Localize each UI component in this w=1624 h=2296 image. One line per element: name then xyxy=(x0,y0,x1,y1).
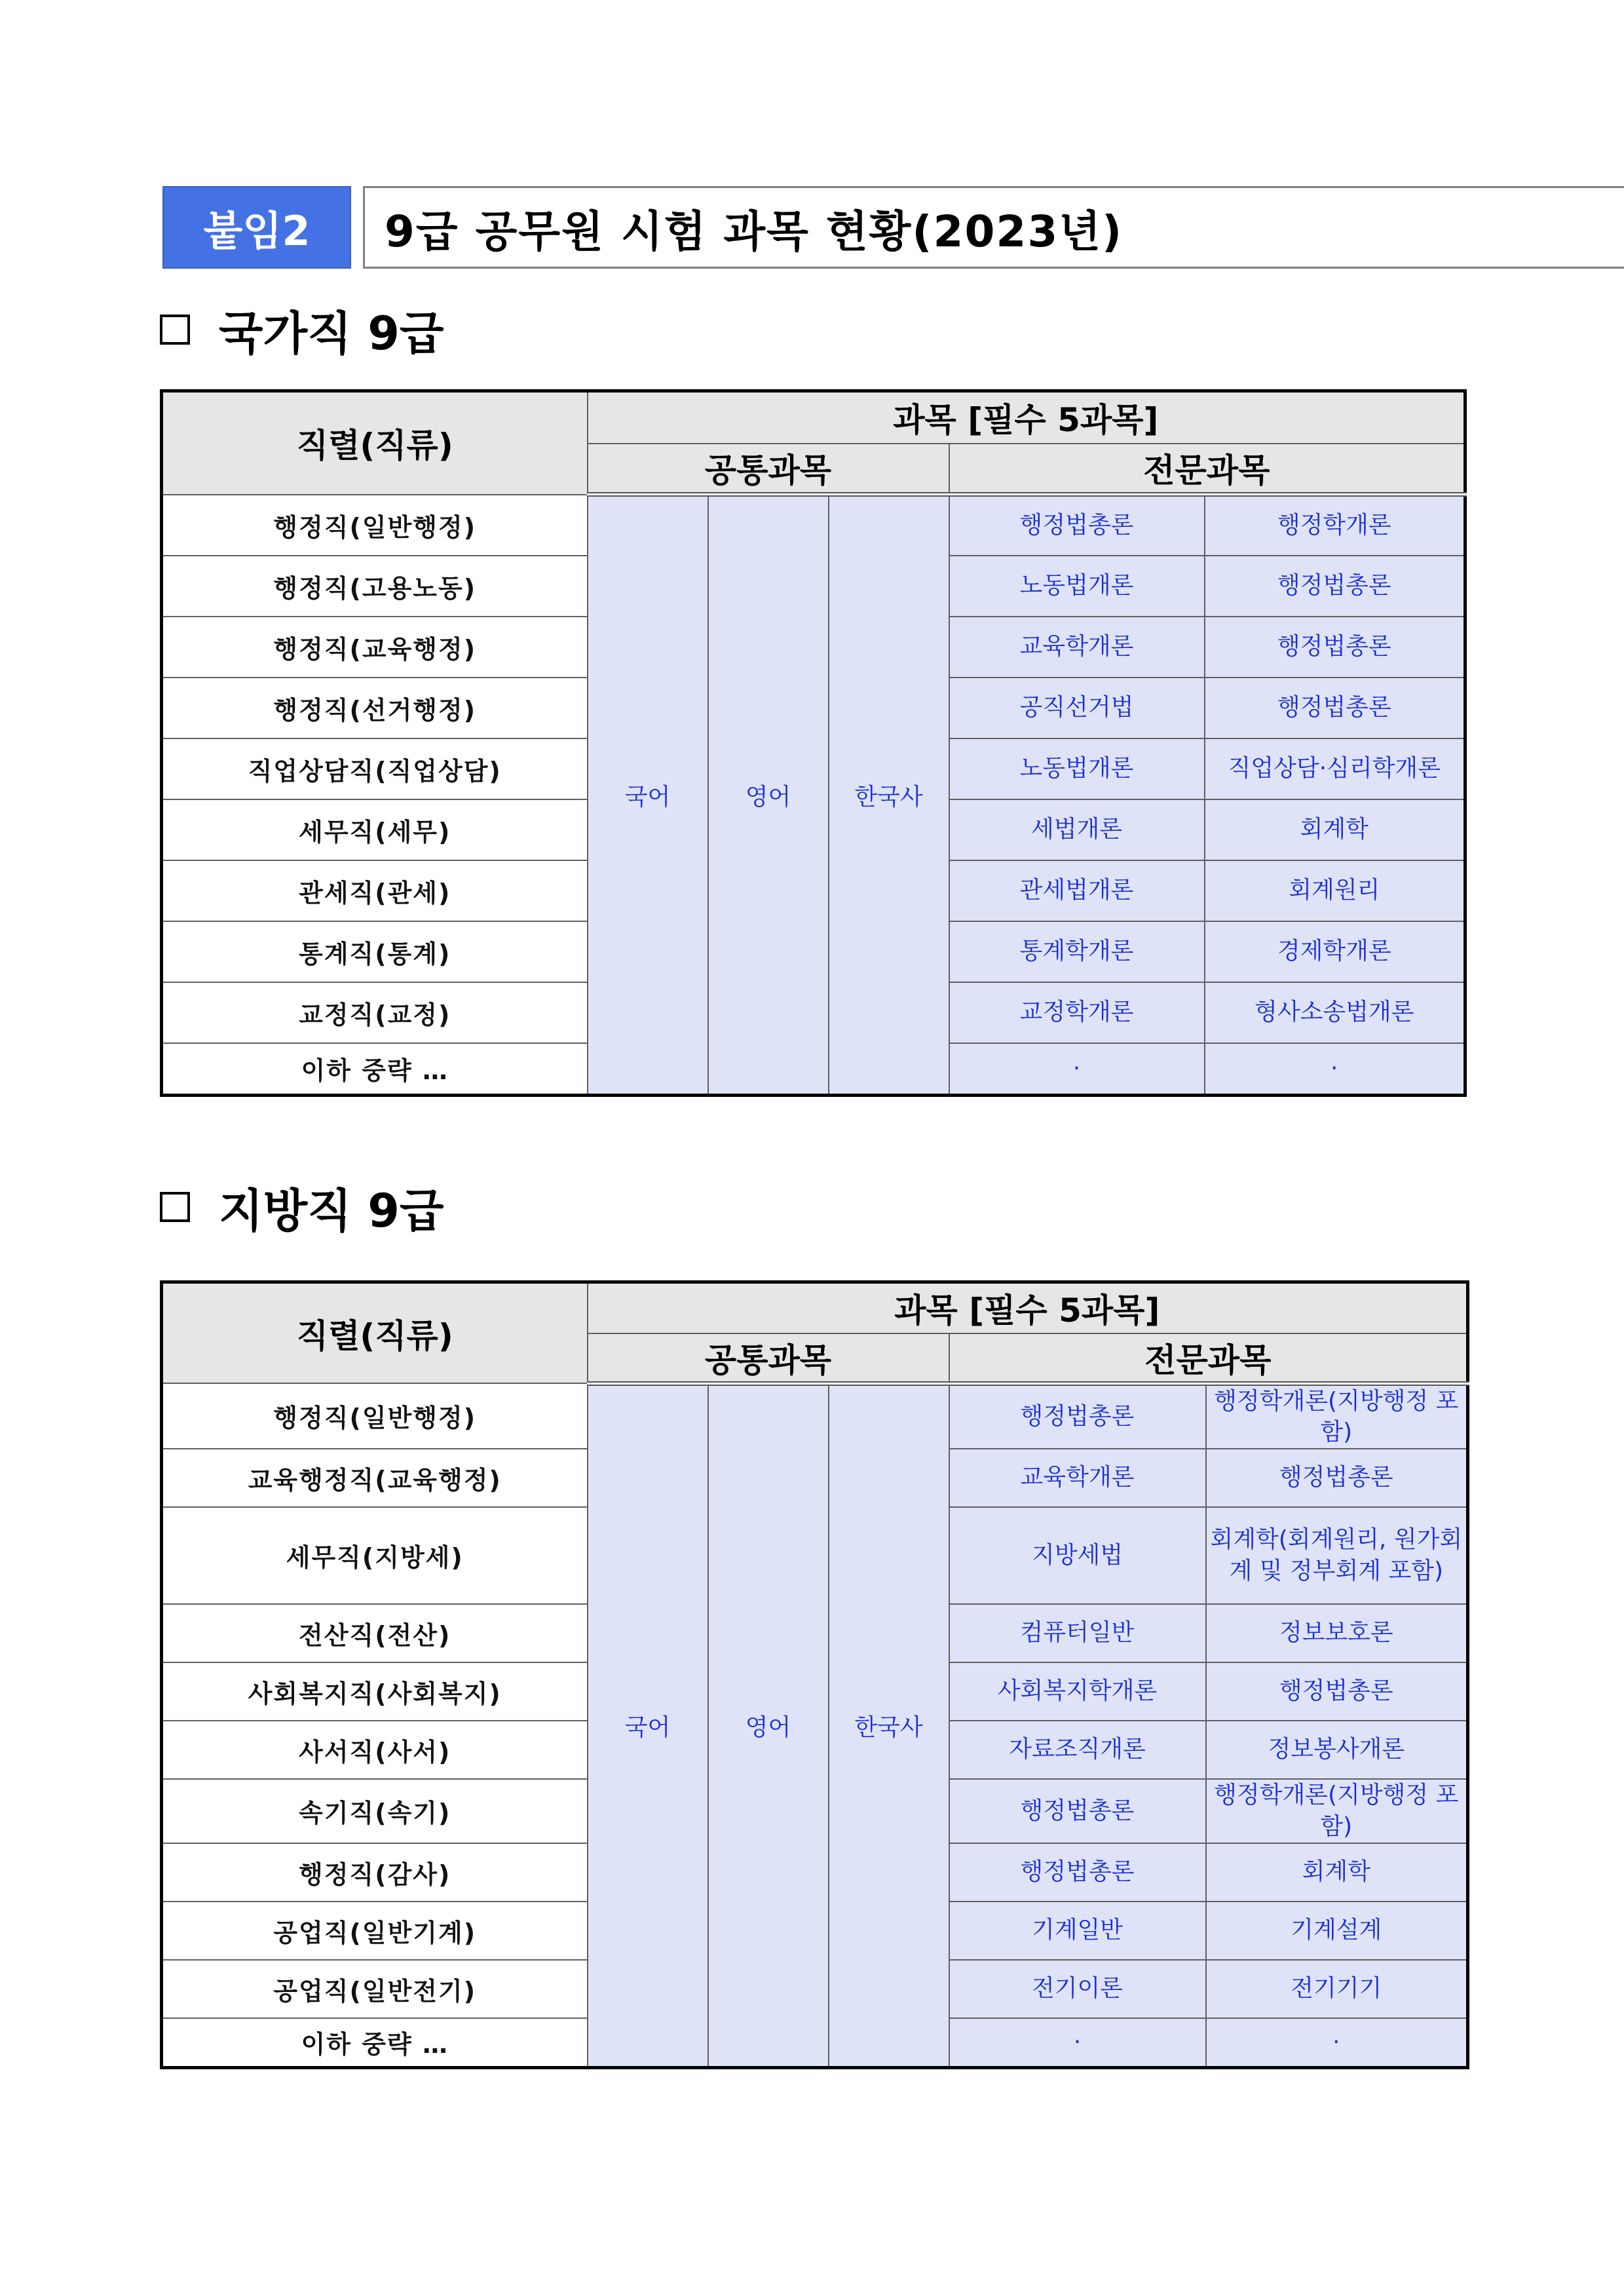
row-label: 행정직(감사) xyxy=(162,1843,588,1902)
special-subject-1: · xyxy=(949,1043,1205,1096)
checkbox-icon xyxy=(160,1192,190,1222)
special-subject-1: 행정법총론 xyxy=(949,1843,1206,1902)
national-exam-table xyxy=(160,389,1467,1097)
special-subject-2: 회계학 xyxy=(1205,799,1465,860)
section-heading-local xyxy=(160,1177,444,1236)
header-common: 공통과목 xyxy=(588,1333,949,1384)
row-label: 사서직(사서) xyxy=(162,1721,588,1779)
table-row xyxy=(162,495,1465,556)
special-subject-1: 컴퓨터일반 xyxy=(949,1604,1206,1662)
special-subject-1: 교육학개론 xyxy=(949,1449,1206,1507)
special-subject-2: 행정법총론 xyxy=(1206,1449,1468,1507)
section-heading-text: 국가직 9급 xyxy=(219,306,444,360)
special-subject-1: 공직선거법 xyxy=(949,678,1205,738)
special-subject-2: 정보보호론 xyxy=(1206,1604,1468,1662)
row-label: 공업직(일반기계) xyxy=(162,1902,588,1960)
special-subject-2: 기계설계 xyxy=(1206,1902,1468,1960)
special-subject-1: 교정학개론 xyxy=(949,982,1205,1043)
special-subject-2: 행정법총론 xyxy=(1206,1662,1468,1721)
attachment-badge: 붙임2 xyxy=(162,186,351,269)
special-subject-2: 회계원리 xyxy=(1205,860,1465,921)
table-row xyxy=(162,1383,1468,1449)
special-subject-2: 회계학(회계원리, 원가회계 및 정부회계 포함) xyxy=(1206,1507,1468,1604)
row-label: 관세직(관세) xyxy=(162,860,588,921)
row-label: 통계직(통계) xyxy=(162,921,588,982)
special-subject-1: 지방세법 xyxy=(949,1507,1206,1604)
row-label: 사회복지직(사회복지) xyxy=(162,1662,588,1721)
common-subject-history: 한국사 xyxy=(829,495,949,1096)
special-subject-1: 행정법총론 xyxy=(949,1383,1206,1449)
special-subject-2: 전기기기 xyxy=(1206,1960,1468,2018)
special-subject-2: 행정학개론(지방행정 포함) xyxy=(1206,1383,1468,1449)
row-label: 행정직(선거행정) xyxy=(162,678,588,738)
row-label: 행정직(고용노동) xyxy=(162,556,588,617)
special-subject-1: 행정법총론 xyxy=(949,1779,1206,1843)
row-label: 교정직(교정) xyxy=(162,982,588,1043)
special-subject-2: 회계학 xyxy=(1206,1843,1468,1902)
row-label: 행정직(일반행정) xyxy=(162,1383,588,1449)
section-heading-text: 지방직 9급 xyxy=(219,1183,444,1238)
row-label: 이하 중략 … xyxy=(162,2018,588,2068)
special-subject-1: 기계일반 xyxy=(949,1902,1206,1960)
header-special: 전문과목 xyxy=(949,1333,1468,1384)
header-special: 전문과목 xyxy=(949,444,1465,495)
special-subject-2: 행정학개론 xyxy=(1205,495,1465,556)
header-subjects: 과목 [필수 5과목] xyxy=(588,391,1465,444)
checkbox-icon xyxy=(160,315,190,345)
row-label: 직업상담직(직업상담) xyxy=(162,738,588,799)
header-series: 직렬(직류) xyxy=(162,1282,588,1384)
common-subject-korean: 국어 xyxy=(588,495,708,1096)
special-subject-2: 행정법총론 xyxy=(1205,556,1465,617)
row-label: 행정직(교육행정) xyxy=(162,617,588,678)
row-label: 속기직(속기) xyxy=(162,1779,588,1843)
special-subject-2: 행정법총론 xyxy=(1205,617,1465,678)
special-subject-1: 자료조직개론 xyxy=(949,1721,1206,1779)
special-subject-2: 직업상담·심리학개론 xyxy=(1205,738,1465,799)
special-subject-1: 교육학개론 xyxy=(949,617,1205,678)
common-subject-english: 영어 xyxy=(708,495,829,1096)
title-row xyxy=(162,186,1473,269)
document-title: 9급 공무원 시험 과목 현황(2023년) xyxy=(363,186,1624,269)
local-exam-table xyxy=(160,1280,1469,2069)
header-series: 직렬(직류) xyxy=(162,391,588,495)
special-subject-1: 전기이론 xyxy=(949,1960,1206,2018)
special-subject-2: 경제학개론 xyxy=(1205,921,1465,982)
special-subject-1: 관세법개론 xyxy=(949,860,1205,921)
special-subject-2: 형사소송법개론 xyxy=(1205,982,1465,1043)
row-label: 교육행정직(교육행정) xyxy=(162,1449,588,1507)
common-subject-korean: 국어 xyxy=(588,1383,708,2068)
special-subject-2: 행정학개론(지방행정 포함) xyxy=(1206,1779,1468,1843)
row-label: 세무직(지방세) xyxy=(162,1507,588,1604)
row-label: 공업직(일반전기) xyxy=(162,1960,588,2018)
section-heading-national xyxy=(160,300,444,359)
header-common: 공통과목 xyxy=(588,444,949,495)
row-label: 이하 중략 … xyxy=(162,1043,588,1096)
row-label: 전산직(전산) xyxy=(162,1604,588,1662)
special-subject-1: 통계학개론 xyxy=(949,921,1205,982)
special-subject-1: 노동법개론 xyxy=(949,738,1205,799)
common-subject-english: 영어 xyxy=(708,1383,829,2068)
special-subject-2: · xyxy=(1205,1043,1465,1096)
special-subject-1: · xyxy=(949,2018,1206,2068)
special-subject-2: · xyxy=(1206,2018,1468,2068)
special-subject-1: 사회복지학개론 xyxy=(949,1662,1206,1721)
special-subject-2: 행정법총론 xyxy=(1205,678,1465,738)
special-subject-1: 노동법개론 xyxy=(949,556,1205,617)
special-subject-2: 정보봉사개론 xyxy=(1206,1721,1468,1779)
row-label: 행정직(일반행정) xyxy=(162,495,588,556)
header-subjects: 과목 [필수 5과목] xyxy=(588,1282,1468,1333)
common-subject-history: 한국사 xyxy=(829,1383,949,2068)
special-subject-1: 행정법총론 xyxy=(949,495,1205,556)
special-subject-1: 세법개론 xyxy=(949,799,1205,860)
row-label: 세무직(세무) xyxy=(162,799,588,860)
